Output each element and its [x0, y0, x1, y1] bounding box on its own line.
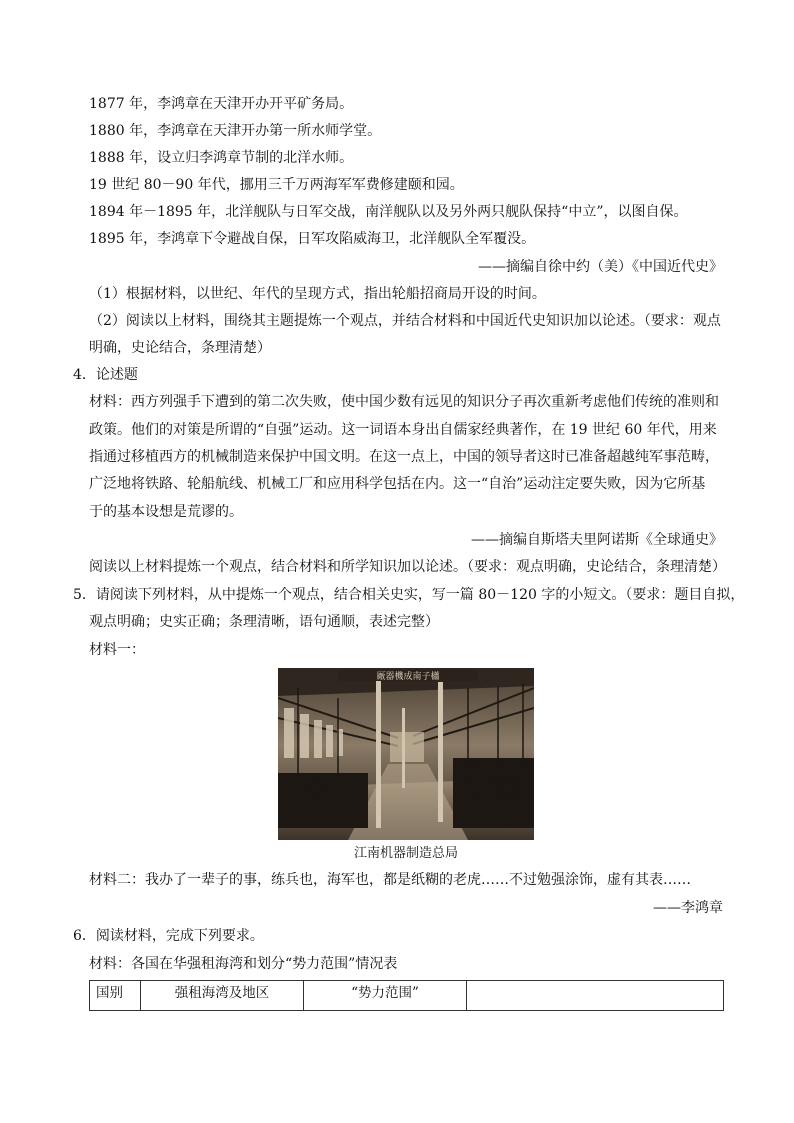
q5-title-cont: 观点明确；史实正确；条理清晰，语句通顺，表述完整） — [89, 614, 439, 630]
q3-subquestion-1: （1）根据材料，以世纪、年代的呈现方式，指出轮船招商局开设的时间。 — [89, 286, 546, 302]
timeline-item: 1888 年，设立归李鸿章节制的北洋水师。 — [89, 150, 354, 166]
photo-caption: 江南机器制造总局 — [353, 846, 458, 861]
q5-material2: 材料二：我办了一辈子的事，练兵也，海军也，都是纸糊的老虎……不过勉强涂饰，虚有其表…… — [89, 872, 691, 888]
q5-material1-label: 材料一： — [89, 642, 145, 658]
timeline-item: 1880 年，李鸿章在天津开办第一所水师学堂。 — [89, 123, 382, 139]
q4-material-line: 于的基本设想是荒谬的。 — [89, 504, 243, 520]
table-header-row — [90, 981, 724, 1011]
q6-title: 6．阅读材料，完成下列要求。 — [73, 928, 264, 944]
table-header-cell — [467, 981, 724, 1011]
table-header-cell: “势力范围” — [304, 981, 467, 1011]
q3-subquestion-2-cont: 明确，史论结合，条理清楚） — [89, 340, 271, 356]
timeline-item: 1894 年－1895 年，北洋舰队与日军交战，南洋舰队以及另外两只舰队保持“中立”，以图自保。 — [89, 204, 688, 220]
q4-material-line: 广泛地将铁路、轮船航线、机械工厂和应用科学包括在内。这一“自治”运动注定要失败，因为它所基 — [89, 476, 706, 492]
table-header-cell: 强租海湾及地区 — [141, 981, 304, 1011]
timeline-item: 1877 年，李鸿章在天津开办开平矿务局。 — [89, 96, 354, 112]
q4-title: 4．论述题 — [73, 367, 138, 383]
timeline-item: 19 世纪 80－90 年代，挪用三千万两海军军费修建颐和园。 — [89, 177, 464, 193]
timeline-source: ——摘编自徐中约（美）《中国近代史》 — [478, 259, 723, 275]
q4-material-line: 指通过移植西方的机械制造来保护中国文明。在这一点上，中国的领导者这时已准备超越纯军事范畴， — [89, 449, 719, 465]
spheres-table — [89, 980, 724, 1011]
q4-task: 阅读以上材料提炼一个观点，结合材料和所学知识加以论述。（要求：观点明确，史论结合，条理清楚） — [89, 559, 726, 575]
table-header-cell: 国别 — [90, 981, 141, 1011]
q5-material2-source: ——李鸿章 — [653, 900, 723, 916]
q6-material: 材料：各国在华强租海湾和划分“势力范围”情况表 — [89, 956, 398, 972]
factory-sign: 厰器機成南子櫹 — [376, 672, 440, 682]
q4-material-line: 政策。他们的对策是所谓的“自强”运动。这一词语本身出自儒家经典著作，在 19 世纪 60 年代，用来 — [89, 422, 717, 438]
timeline-item: 1895 年，李鸿章下令避战自保，日军攻陷威海卫，北洋舰队全军覆没。 — [89, 231, 536, 247]
q4-material-line: 材料：西方列强手下遭到的第二次失败，使中国少数有远见的知识分子再次重新考虑他们传统的准则和 — [89, 394, 719, 410]
q4-source: ——摘编自斯塔夫里阿诺斯《全球通史》 — [471, 532, 723, 548]
factory-photo — [278, 668, 534, 840]
q5-title: 5．请阅读下列材料，从中提炼一个观点，结合相关史实，写一篇 80－120 字的小短文。（要求：题目自拟， — [73, 587, 745, 603]
q3-subquestion-2: （2）阅读以上材料，围绕其主题提炼一个观点，并结合材料和中国近代史知识加以论述。（要求：观点 — [89, 313, 721, 329]
